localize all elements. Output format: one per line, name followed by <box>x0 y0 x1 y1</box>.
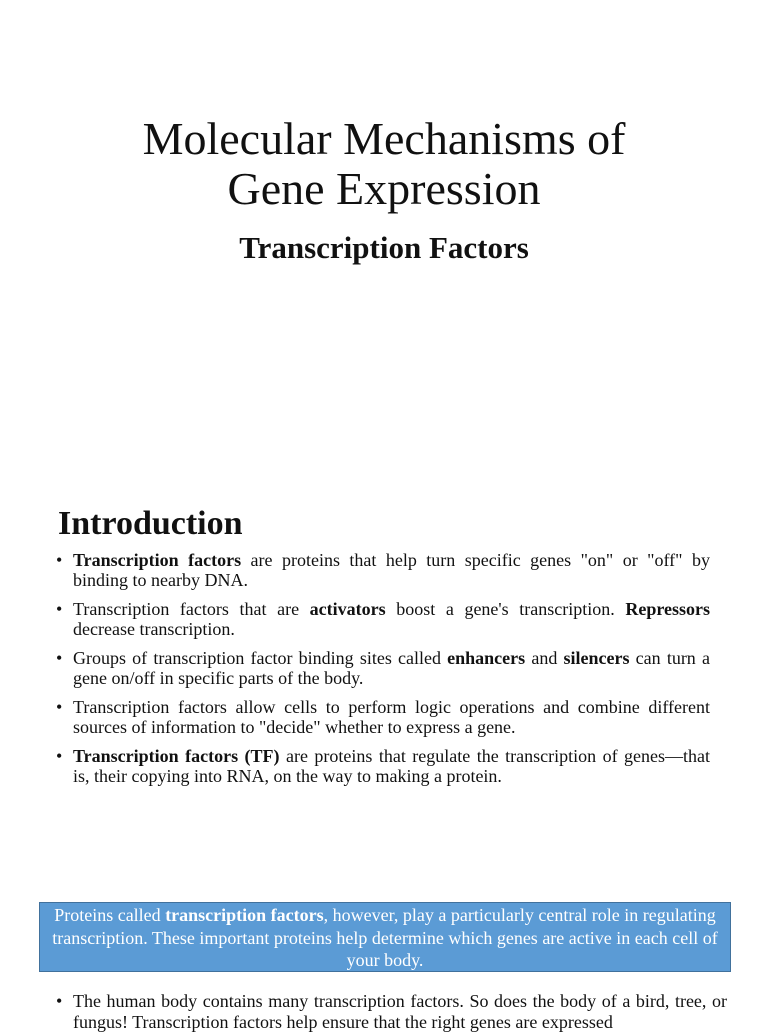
slide-title <box>0 114 768 214</box>
bullet-5-bold: Transcription factors (TF) <box>73 746 280 766</box>
bottom-bullet-item: • The human body contains many transcription factors. So does the body of a bird, tree, or fungus! Transcription factors help ensure that the right genes are expressed <box>56 991 727 1033</box>
bullet-2-bold-b: Repressors <box>625 599 710 619</box>
callout-text-b: , however, play a particularly central role in regulating transcription. These important proteins help determine which genes are active in each cell of your body. <box>52 905 718 970</box>
bullet-3-text-c: can turn a gene on/off in specific parts of the body. <box>73 648 710 688</box>
bullet-1-bold: Transcription factors <box>73 550 242 570</box>
introduction-heading: Introduction <box>58 505 243 543</box>
bullet-2-bold-a: activators <box>309 599 386 619</box>
bullet-2-text-a: Transcription factors that are <box>73 599 310 619</box>
bullet-2-text-c: decrease transcription. <box>73 619 235 639</box>
bullet-3-text-b: and <box>525 648 564 668</box>
introduction-bullet-list <box>56 550 710 795</box>
callout-bold: transcription factors <box>165 905 324 925</box>
slide-title-line-1: Molecular Mechanisms of <box>142 113 626 164</box>
bullet-item-3 <box>56 648 710 688</box>
slide-subtitle: Transcription Factors <box>239 230 529 265</box>
bullet-2-text-b: boost a gene's transcription. <box>385 599 626 619</box>
callout-box <box>39 902 731 972</box>
bullet-3-bold-b: silencers <box>563 648 630 668</box>
bullet-item-5 <box>56 746 710 786</box>
bullet-3-text-a: Groups of transcription factor binding sites called <box>73 648 448 668</box>
bullet-3-bold-a: enhancers <box>447 648 526 668</box>
bullet-item-1 <box>56 550 710 590</box>
bullet-1-text: are proteins that help turn specific genes "on" or "off" by binding to nearby DNA. <box>73 550 710 590</box>
bullet-item-2 <box>56 599 710 639</box>
bullet-4-text: Transcription factors allow cells to perform logic operations and combine different sources of information to "decide" whether to express a gene. <box>73 697 710 737</box>
bullet-5-text: are proteins that regulate the transcription of genes—that is, their copying into RNA, on the way to making a protein. <box>73 746 710 786</box>
bullet-item-4 <box>56 697 710 737</box>
callout-text-a: Proteins called <box>54 905 166 925</box>
title-slide <box>0 0 768 440</box>
slide-title-line-2: Gene Expression <box>227 163 541 214</box>
